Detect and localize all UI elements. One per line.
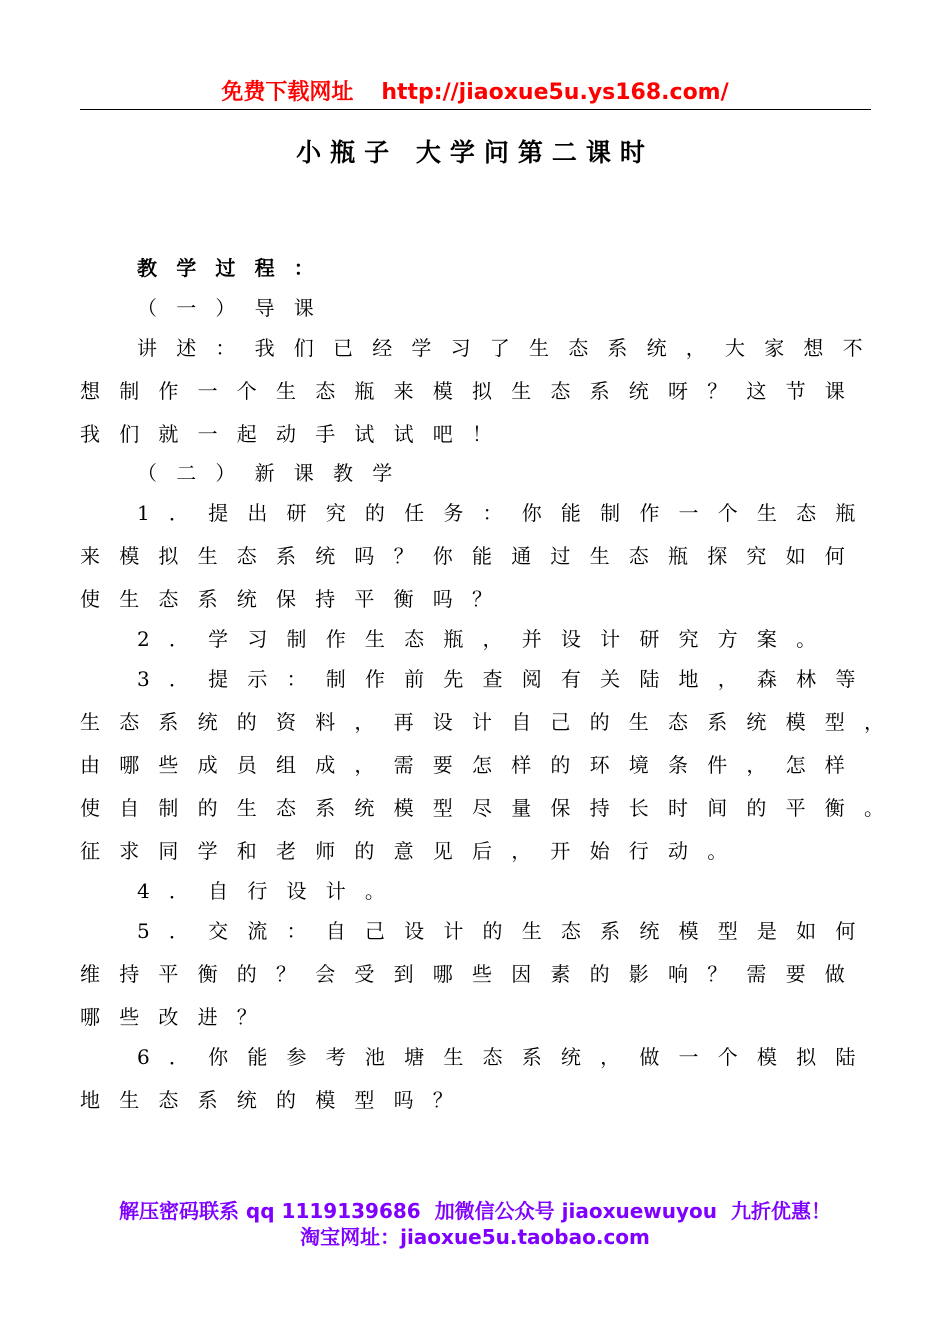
download-url-link[interactable]: http://jiaoxue5u.ys168.com/ xyxy=(381,80,729,105)
subheading-new-lesson: （二）新课教学 xyxy=(137,461,412,485)
wechat-contact: 加微信公众号 jiaoxuewuyou xyxy=(434,1199,718,1223)
paragraph-line: 使自制的生态系统模型尽量保持长时间的平衡。 xyxy=(80,796,904,820)
paragraph-line: 地生态系统的模型吗？ xyxy=(80,1088,472,1112)
subheading-intro: （一）导课 xyxy=(137,296,333,320)
paragraph-line: 1．提出研究的任务：你能制作一个生态瓶 xyxy=(137,501,875,525)
paragraph-line: 由哪些成员组成，需要怎样的环境条件，怎样 xyxy=(80,753,864,777)
page-title: 小瓶子 大学问第二课时 xyxy=(296,138,654,167)
download-label: 免费下载网址 xyxy=(221,80,354,105)
section-heading-teaching-process: 教学过程： xyxy=(137,256,333,280)
paragraph-line: 生态系统的资料，再设计自己的生态系统模型， xyxy=(80,710,904,734)
taobao-link[interactable]: 淘宝网址：jiaoxue5u.taobao.com xyxy=(300,1225,650,1249)
paragraph-line: 4．自行设计。 xyxy=(137,879,405,903)
paragraph-line: 2．学习制作生态瓶，并设计研究方案。 xyxy=(137,627,836,651)
paragraph-line: 使生态系统保持平衡吗？ xyxy=(80,587,512,611)
header-divider xyxy=(80,109,871,110)
paragraph-line: 我们就一起动手试试吧！ xyxy=(80,422,512,446)
paragraph-line: 6．你能参考池塘生态系统，做一个模拟陆 xyxy=(137,1045,875,1069)
paragraph-line: 想制作一个生态瓶来模拟生态系统呀？这节课 xyxy=(80,379,864,403)
footer-contact-line xyxy=(0,1198,950,1224)
paragraph-line: 3．提示：制作前先查阅有关陆地，森林等 xyxy=(137,667,875,691)
paragraph-line: 征求同学和老师的意见后，开始行动。 xyxy=(80,839,747,863)
paragraph-line: 哪些改进？ xyxy=(80,1005,276,1029)
paragraph-line: 来模拟生态系统吗？你能通过生态瓶探究如何 xyxy=(80,544,864,568)
qq-contact: 解压密码联系 qq 1119139686 xyxy=(118,1199,421,1223)
paragraph-line: 5．交流：自己设计的生态系统模型是如何 xyxy=(137,919,875,943)
download-header xyxy=(0,78,950,108)
paragraph-line: 讲述：我们已经学习了生态系统，大家想不 xyxy=(137,336,882,360)
paragraph-line: 维持平衡的？会受到哪些因素的影响？需要做 xyxy=(80,962,864,986)
discount-note: 九折优惠！ xyxy=(731,1199,832,1223)
